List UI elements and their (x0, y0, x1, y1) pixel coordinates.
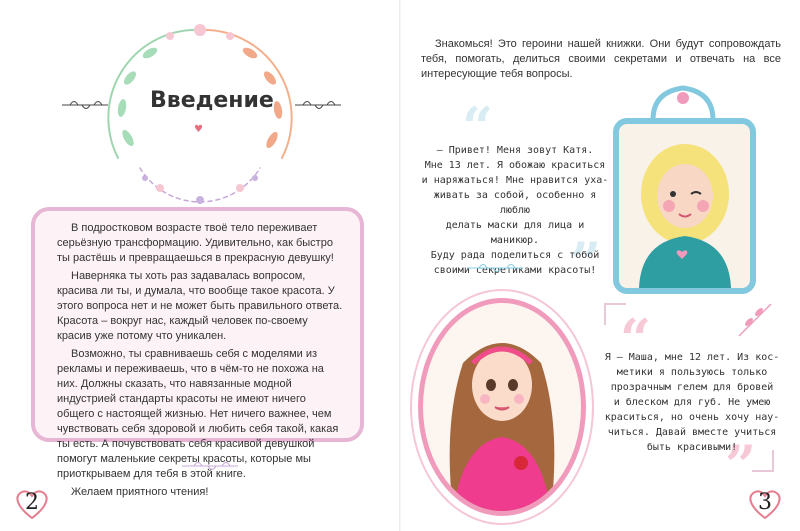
sprig-ornament-katya (465, 258, 525, 278)
quote-close-icon: ” (725, 433, 757, 497)
speech-line: – Привет! Меня зовут Катя. (436, 145, 594, 156)
page-number-right: 3 (758, 490, 772, 515)
page-title: Введение (150, 88, 274, 113)
intro-paragraph: В подростковом возрасте твоё тело переживает серьёзную трансформацию. Удивительно, как быстро ты растёшь и превращаешься в прекрасную девушку! (57, 222, 334, 264)
page-number-left: 2 (25, 490, 39, 515)
speech-line: прозрачным гелем для бровей (610, 382, 774, 393)
speech-line: делать маски для лица и маникюр. (445, 220, 585, 246)
quote-open-icon: “ (462, 95, 494, 159)
masha-portrait-frame (418, 298, 586, 516)
intro-paragraph: Возможно, ты сравниваешь себя с моделями из рекламы и переживаешь, что в чём-то не похожа на них. Должны сказать, что навязанные модной индустрией стандарты красоты не имеют ничего общего с настоящей жизнью. Нет ничего важнее, чем чувствовать себя здоровой и любить себя такой, какая ты есть. А почувствовать себя красивой девушкой помогут маленькие секреты красоты, которые мы приоткрываем для тебя в этой книге. (57, 348, 339, 480)
speech-line: метики я пользуюсь только (616, 367, 768, 378)
katya-portrait-frame (613, 118, 756, 294)
speech-line: Мне 13 лет. Я обожаю краситься (424, 160, 606, 171)
mirror-crown-ornament (648, 82, 718, 122)
sprig-ornament-right (293, 95, 343, 115)
speech-line: и блеском для губ. Не умею (613, 397, 771, 408)
katya-illustration (619, 124, 750, 288)
quote-open-icon: “ (620, 307, 652, 371)
sprig-ornament-left (60, 95, 110, 115)
speech-line: своими секретиками красоты! (433, 265, 597, 276)
sprig-ornament-bottom (180, 456, 240, 476)
speech-line: читься. Давай вместе учиться (607, 427, 777, 438)
speech-line: живать за собой, особенно я люблю (433, 190, 597, 216)
introduction-text-box (31, 207, 364, 498)
speech-line: и наряжаться! Мне нравится уха- (421, 175, 609, 186)
page-gutter (399, 0, 401, 531)
quote-close-icon: ” (570, 230, 602, 294)
intro-paragraph: Наверняка ты хоть раз задавалась вопросом, красива ли ты, и думала, что вообще такое красота. У этого вопроса нет и не может быть правильного ответа. Красота – вокруг нас, каждый человек по-своему красив уже потому что уникален. (57, 270, 343, 342)
characters-intro-text: Знакомься! Это героини нашей книжки. Они будут сопровождать тебя, помогать, делиться своими секретами и отвечать на все интересующие тебя вопросы. (421, 38, 781, 80)
speech-line: быть красивыми! (646, 442, 738, 453)
sprig-ornament-masha (735, 300, 775, 340)
masha-illustration (423, 303, 581, 511)
speech-line: Я – Маша, мне 12 лет. Из кос- (604, 352, 780, 363)
speech-line: краситься, но очень хочу нау- (604, 412, 780, 423)
floral-wreath-illustration (100, 18, 300, 218)
intro-paragraph: Желаем приятного чтения! (71, 486, 209, 498)
masha-speech (598, 350, 786, 455)
heart-icon: ♥ (194, 124, 203, 135)
speech-line: Буду рада поделиться с тобой (430, 250, 600, 261)
